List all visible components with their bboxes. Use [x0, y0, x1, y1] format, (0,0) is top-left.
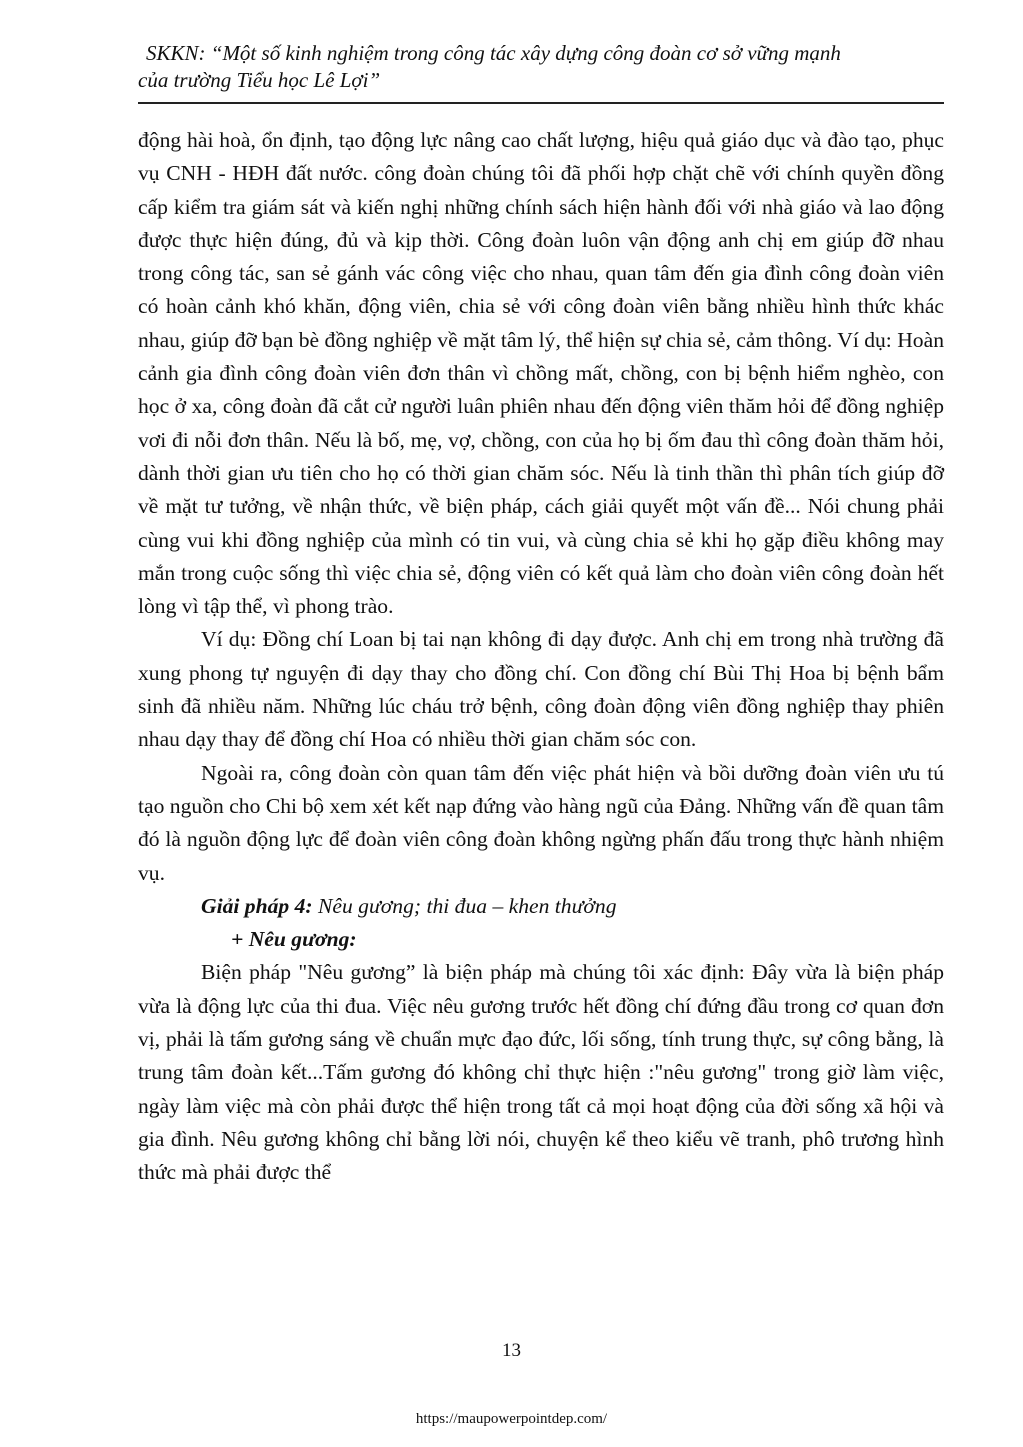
sub-heading-set-example: + Nêu gương:	[231, 927, 357, 952]
paragraph-continuation: động hài hoà, ổn định, tạo động lực nâng cao chất lượng, hiệu quả giáo dục và đào tạo, phục vụ CNH - HĐH đất nước. công đoàn chúng tôi đã phối hợp chặt chẽ với chính quyền đồng cấp kiểm tra giám sát và kiến nghị những chính sách hiện hành đối với nhà giáo và lao động được thực hiện đúng, đủ và kịp thời. Công đoàn luôn vận động anh chị em giúp đỡ nhau trong công tác, san sẻ gánh vác công việc cho nhau, quan tâm đến gia đình công đoàn viên có hoàn cảnh khó khăn, động viên, chia sẻ với công đoàn viên bằng nhiều hình thức khác nhau, giúp đỡ bạn bè đồng nghiệp về mặt tâm lý, thể hiện sự chia sẻ, cảm thông. Ví dụ: Hoàn cảnh gia đình công đoàn viên đơn thân vì chồng mất, chồng, con bị bệnh hiểm nghèo, con học ở xa, công đoàn đã cắt cử người luân phiên nhau đến động viên thăm hỏi để đồng nghiệp vơi đi nỗi đơn thân. Nếu là bố, mẹ, vợ, chồng, con của họ bị ốm đau thì công đoàn thăm hỏi, dành thời gian ưu tiên cho họ có thời gian chăm sóc. Nếu là tinh thần thì phân tích giúp đỡ về mặt tư tưởng, về nhận thức, về biện pháp, cách giải quyết một vấn đề... Nói chung phải cùng vui khi đồng nghiệp của mình có tin vui, và cùng chia sẻ khi họ gặp điều không may mắn trong cuộc sống thì việc chia sẻ, động viên có kết quả làm cho đoàn viên công đoàn hết lòng vì tập thể, vì phong trào.	[138, 128, 944, 619]
footer-url[interactable]: https://maupowerpointdep.com/	[415, 1411, 608, 1427]
solution-colon: :	[305, 893, 313, 918]
page-header	[138, 40, 944, 104]
header-title-line-1: SKKN: “Một số kinh nghiệm trong công tác xây dựng công đoàn cơ sở vững mạnh	[146, 41, 841, 65]
header-title-line-2: của trường Tiểu học Lê Lợi”	[138, 68, 381, 92]
body-text	[138, 124, 944, 1190]
solution-title: Nêu gương; thi đua – khen thưởng	[312, 893, 617, 918]
solution-label: Giải pháp 4	[201, 893, 306, 918]
paragraph-additional: Ngoài ra, công đoàn còn quan tâm đến việc phát hiện và bồi dưỡng đoàn viên ưu tú tạo nguồn cho Chi bộ xem xét kết nạp đứng vào hàng ngũ của Đảng. Những vấn đề quan tâm đó là nguồn động lực để đoàn viên công đoàn không ngừng phấn đấu trong thực hành nhiệm vụ.	[138, 760, 944, 885]
paragraph-example: Ví dụ: Đồng chí Loan bị tai nạn không đi dạy được. Anh chị em trong nhà trường đã xung phong tự nguyện đi dạy thay cho đồng chí. Con đồng chí Bùi Thị Hoa bị bệnh bẩm sinh đã nhiều năm. Những lúc cháu trở bệnh, công đoàn động viên đồng nghiệp thay phiên nhau dạy thay để đồng chí Hoa có nhiều thời gian chăm sóc con.	[138, 627, 944, 752]
solution-heading	[138, 890, 944, 923]
page-number: 13	[502, 1340, 521, 1361]
paragraph-set-example: Biện pháp "Nêu gương” là biện pháp mà chúng tôi xác định: Đây vừa là biện pháp vừa là động lực của thi đua. Việc nêu gương trước hết đồng chí đứng đầu trong cơ quan đơn vị, phải là tấm gương sáng về chuẩn mực đạo đức, lối sống, tính trung thực, sự công bằng, là trung tâm đoàn kết...Tấm gương đó không chỉ thực hiện :"nêu gương" trong giờ làm việc, ngày làm việc mà còn phải được thể hiện trong tất cả mọi hoạt động của đời sống xã hội và gia đình. Nêu gương không chỉ bằng lời nói, chuyện kể theo kiểu vẽ tranh, phô trương hình thức mà phải được thể	[138, 960, 944, 1185]
